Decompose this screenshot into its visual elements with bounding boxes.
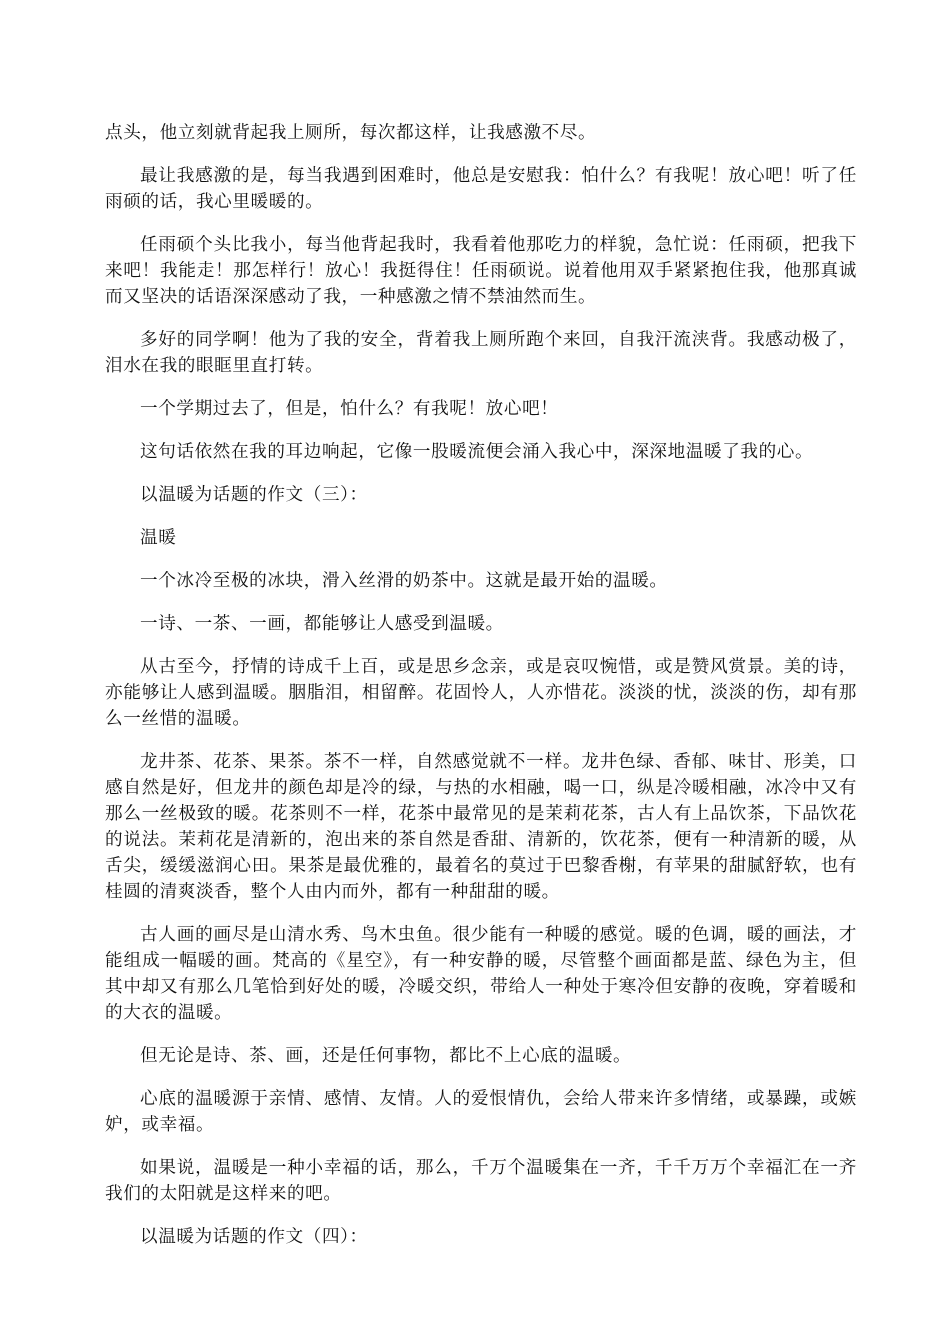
paragraph-continuation: 点头，他立刻就背起我上厕所，每次都这样，让我感激不尽。: [105, 123, 597, 143]
document-page: [105, 120, 857, 1267]
paragraph: 从古至今，抒情的诗成千上百，或是思乡念亲，或是哀叹惋惜，或是赞风赏景。美的诗，亦能够让人感到温暖。胭脂泪，相留醉。花固怜人，人亦惜花。淡淡的忧，淡淡的伤，却有那么一丝惜的温暖。: [105, 657, 857, 729]
paragraph: 一个学期过去了，但是，怕什么？有我呢！放心吧！: [140, 399, 559, 419]
paragraph: 但无论是诗、茶、画，还是任何事物，都比不上心底的温暖。: [140, 1046, 632, 1066]
essay-title: 温暖: [140, 528, 177, 548]
paragraph: 多好的同学啊！他为了我的安全，背着我上厕所跑个来回，自我汗流浃背。我感动极了，泪水在我的眼眶里直打转。: [105, 330, 857, 376]
paragraph: 一诗、一茶、一画，都能够让人感受到温暖。: [140, 614, 504, 634]
paragraph: 这句话依然在我的耳边响起，它像一股暖流便会涌入我心中，深深地温暖了我的心。: [140, 442, 814, 462]
paragraph: 如果说，温暖是一种小幸福的话，那么，千万个温暖集在一齐，千千万万个幸福汇在一齐我们的太阳就是这样来的吧。: [105, 1158, 857, 1204]
section-heading: 以温暖为话题的作文（三）：: [140, 485, 368, 505]
paragraph: 古人画的画尽是山清水秀、鸟木虫鱼。很少能有一种暖的感觉。暖的色调，暖的画法，才能组成一幅暖的画。梵高的《星空》，有一种安静的暖，尽管整个画面都是蓝、绿色为主，但其中却又有那么几笔恰到好处的暖，冷暖交织，带给人一种处于寒冷但安静的夜晚，穿着暖和的大衣的温暖。: [105, 925, 857, 1023]
paragraph: 龙井茶、花茶、果茶。茶不一样，自然感觉就不一样。龙井色绿、香郁、味甘、形美，口感自然是好，但龙井的颜色却是冷的绿，与热的水相融，喝一口，纵是冷暖相融，冰冷中又有那么一丝极致的暖。花茶则不一样，花茶中最常见的是茉莉花茶，古人有上品饮茶，下品饮花的说法。茉莉花是清新的，泡出来的茶自然是香甜、清新的，饮花茶，便有一种清新的暖，从舌尖，缓缓滋润心田。果茶是最优雅的，最着名的莫过于巴黎香榭，有苹果的甜腻舒软，也有桂圆的清爽淡香，整个人由内而外，都有一种甜甜的暖。: [105, 752, 857, 902]
section-heading: 以温暖为话题的作文（四）：: [140, 1227, 368, 1247]
paragraph: 一个冰冷至极的冰块，滑入丝滑的奶茶中。这就是最开始的温暖。: [140, 571, 668, 591]
paragraph: 心底的温暖源于亲情、感情、友情。人的爱恨情仇，会给人带来许多情绪，或暴躁，或嫉妒，或幸福。: [105, 1089, 857, 1135]
paragraph: 最让我感激的是，每当我遇到困难时，他总是安慰我：怕什么？有我呢！放心吧！听了任雨硕的话，我心里暖暖的。: [105, 166, 857, 212]
paragraph: 任雨硕个头比我小，每当他背起我时，我看着他那吃力的样貌，急忙说：任雨硕，把我下来吧！我能走！那怎样行！放心！我挺得住！任雨硕说。说着他用双手紧紧抱住我，他那真诚而又坚决的话语深深感动了我，一种感激之情不禁油然而生。: [105, 235, 857, 307]
